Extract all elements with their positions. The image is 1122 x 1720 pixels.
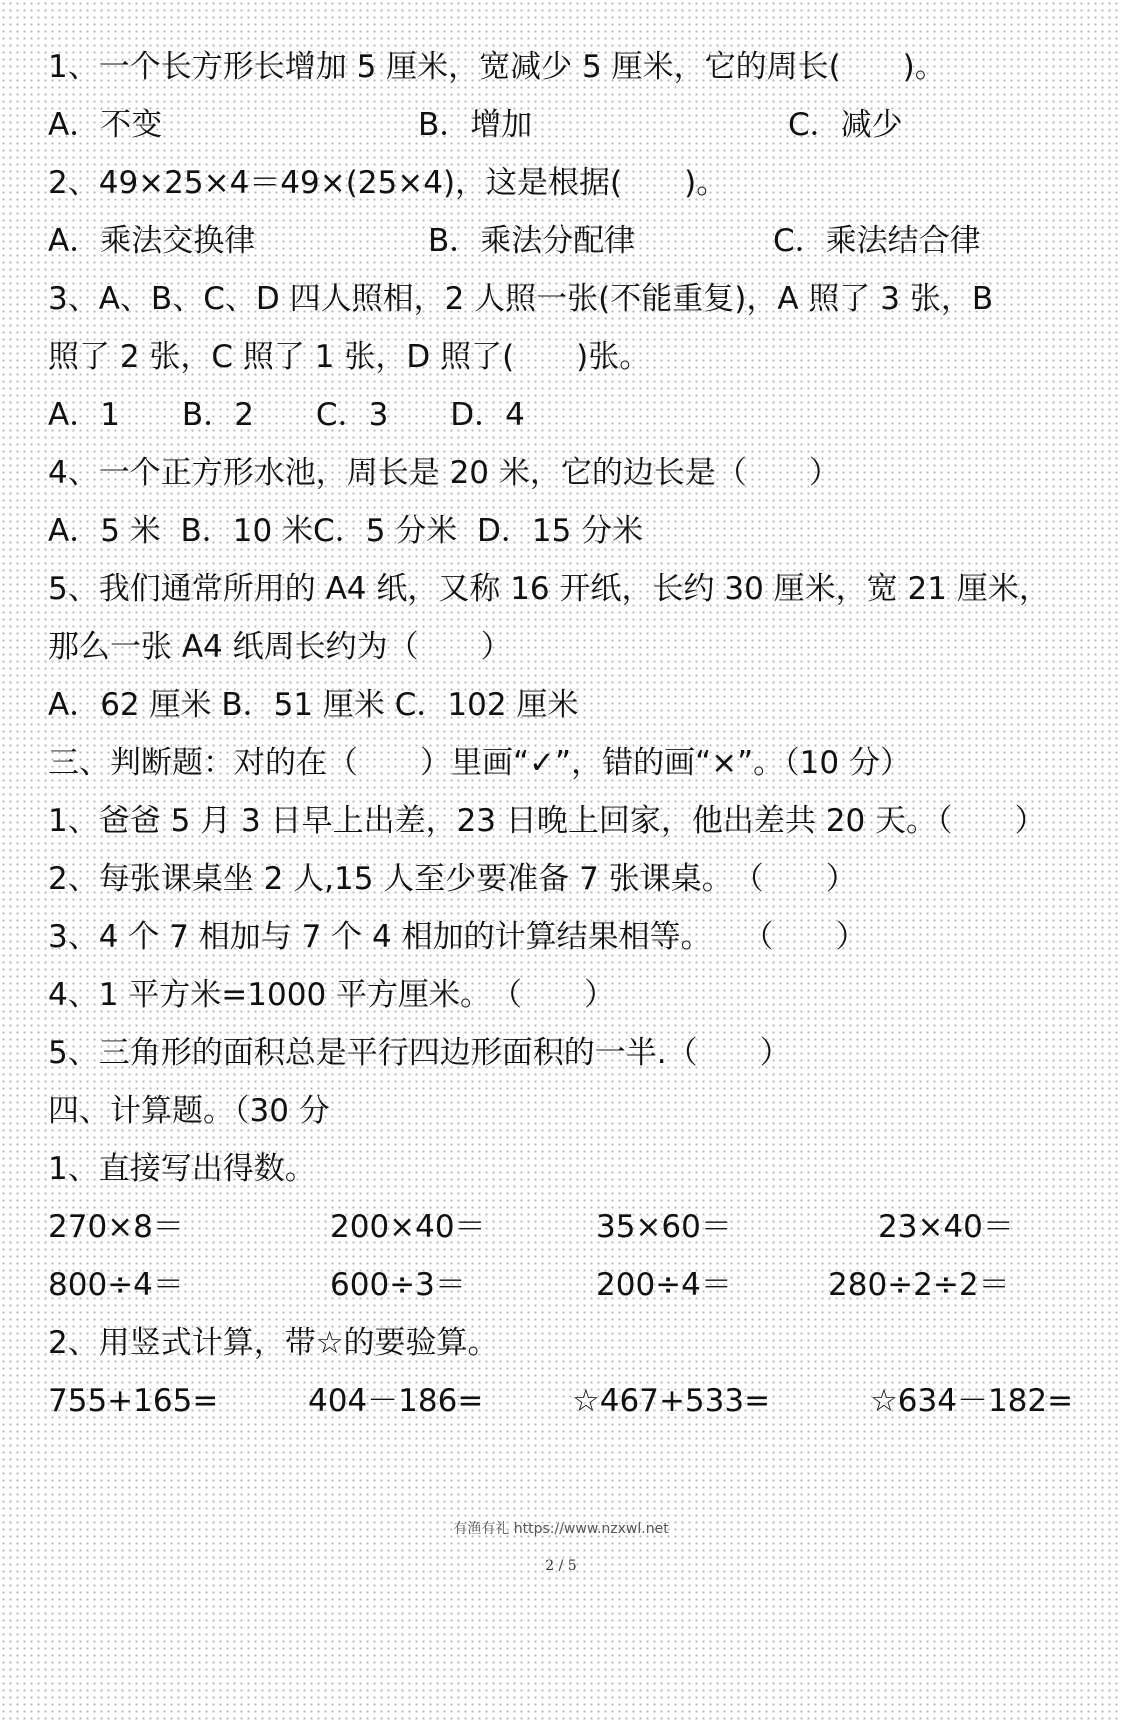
judge-item-4: 4、1 平方米=1000 平方厘米。 （ ）: [48, 977, 616, 1013]
calc-expression: 23×40＝: [878, 1209, 1014, 1245]
calc-row-3: [48, 1372, 1108, 1430]
option-c: C．乘法结合律: [773, 223, 981, 259]
question-3-options: A．1 B．2 C．3 D．4: [48, 397, 525, 433]
option-a: A．不变: [48, 107, 163, 143]
calc-row-1: [48, 1198, 1108, 1256]
worksheet-page: [48, 38, 1108, 1430]
calc-expression: ☆467+533=: [572, 1383, 771, 1419]
question-1-options: [48, 96, 1108, 154]
option-b: B．增加: [418, 107, 533, 143]
question-2-stem: 2、49×25×4＝49×(25×4)，这是根据( )。: [48, 165, 728, 201]
question-5-options: A．62 厘米 B．51 厘米 C．102 厘米: [48, 687, 579, 723]
calc-part-1-title: 1、直接写出得数。: [48, 1151, 316, 1187]
judge-item-3: 3、4 个 7 相加与 7 个 4 相加的计算结果相等。 （ ）: [48, 919, 867, 955]
question-3-stem-line1: 3、A、B、C、D 四人照相，2 人照一张(不能重复)，A 照了 3 张，B: [48, 281, 994, 317]
judge-item-1: 1、爸爸 5 月 3 日早上出差，23 日晚上回家，他出差共 20 天。（ ）: [48, 803, 1046, 839]
footer-url: 有渔有礼 https://www.nzxwl.net: [453, 1521, 669, 1537]
calc-expression: 270×8＝: [48, 1209, 184, 1245]
section-4-title: 四、计算题。（30 分: [48, 1093, 330, 1129]
question-4-options: A．5 米 B．10 米C．5 分米 D．15 分米: [48, 513, 644, 549]
question-5-stem-line1: 5、我们通常所用的 A4 纸，又称 16 开纸，长约 30 厘米，宽 21 厘米，: [48, 571, 1050, 607]
question-1-stem: 1、一个长方形长增加 5 厘米，宽减少 5 厘米，它的周长( )。: [48, 49, 946, 85]
calc-expression: 755+165=: [48, 1383, 219, 1419]
calc-expression: 800÷4＝: [48, 1267, 184, 1303]
judge-item-5: 5、三角形的面积总是平行四边形面积的一半.（ ）: [48, 1035, 791, 1071]
calc-expression: 404－186=: [308, 1383, 484, 1419]
calc-expression: 280÷2÷2＝: [828, 1267, 1010, 1303]
option-a: A．乘法交换律: [48, 223, 256, 259]
section-3-title: 三、判断题：对的在（ ）里画“✓”，错的画“×”。（10 分）: [48, 745, 911, 781]
judge-item-2: 2、每张课桌坐 2 人,15 人至少要准备 7 张课桌。 （ ）: [48, 861, 857, 897]
calc-expression: 600÷3＝: [330, 1267, 466, 1303]
calc-expression: ☆634－182=: [870, 1383, 1074, 1419]
calc-expression: 35×60＝: [596, 1209, 732, 1245]
question-5-stem-line2: 那么一张 A4 纸周长约为（ ）: [48, 629, 512, 665]
calc-expression: 200÷4＝: [596, 1267, 732, 1303]
question-3-stem-line2: 照了 2 张，C 照了 1 张，D 照了( )张。: [48, 339, 651, 375]
question-4-stem: 4、一个正方形水池，周长是 20 米，它的边长是（ ）: [48, 455, 840, 491]
calc-part-2-title: 2、用竖式计算，带☆的要验算。: [48, 1325, 499, 1361]
calc-expression: 200×40＝: [330, 1209, 486, 1245]
option-b: B．乘法分配律: [428, 223, 636, 259]
question-2-options: [48, 212, 1108, 270]
option-c: C．减少: [788, 107, 903, 143]
calc-row-2: [48, 1256, 1108, 1314]
page-number: 2 / 5: [545, 1558, 577, 1574]
